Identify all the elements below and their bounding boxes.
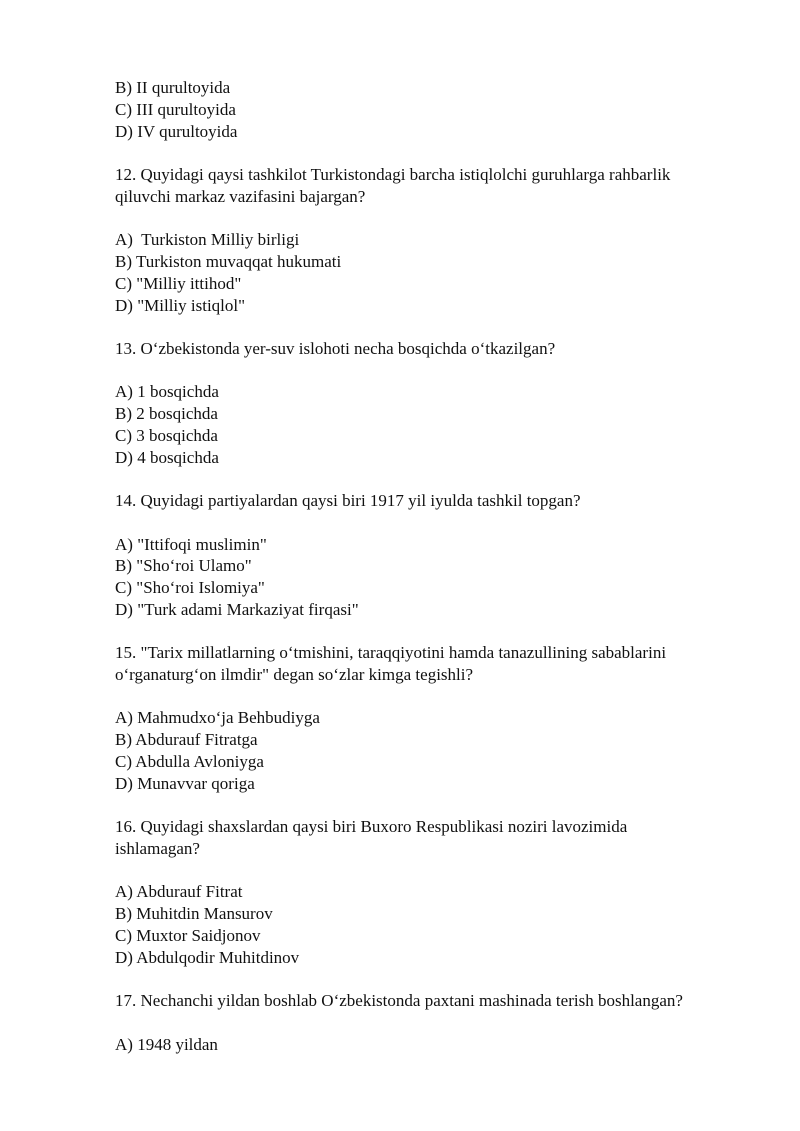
- option-a: A) 1 bosqichda: [115, 382, 219, 402]
- question-15: [115, 642, 745, 794]
- option-c: C) "Milliy ittihod": [115, 273, 242, 293]
- question-17: [115, 990, 745, 1055]
- question-13: [115, 338, 745, 469]
- question-text-line: 15. "Tarix millatlarning o‘tmishini, taraqqiyotini hamda tanazullining sabablarini: [115, 643, 667, 663]
- question-text-line: ishlamagan?: [115, 839, 200, 859]
- option-c: C) 3 bosqichda: [115, 425, 218, 445]
- question-11-options: [115, 77, 745, 142]
- question-text-line: 16. Quyidagi shaxslardan qaysi biri Buxoro Respublikasi noziri lavozimida: [115, 817, 628, 837]
- question-text-line: 12. Quyidagi qaysi tashkilot Turkistondagi barcha istiqlolchi guruhlarga rahbarlik: [115, 164, 671, 184]
- option-a: A) 1948 yildan: [115, 1034, 218, 1054]
- option-d: D) Munavvar qoriga: [115, 773, 255, 793]
- option-a: A) "Ittifoqi muslimin": [115, 534, 267, 554]
- option-d: D) IV qurultoyida: [115, 121, 238, 141]
- document-content: [115, 77, 745, 1055]
- option-c: C) Abdulla Avloniyga: [115, 752, 264, 772]
- option-c: C) Muxtor Saidjonov: [115, 926, 261, 946]
- option-d: D) Abdulqodir Muhitdinov: [115, 947, 300, 967]
- question-text-line: 17. Nechanchi yildan boshlab O‘zbekistonda paxtani mashinada terish boshlangan?: [115, 991, 683, 1011]
- question-text-line: 14. Quyidagi partiyalardan qaysi biri 1917 yil iyulda tashkil topgan?: [115, 491, 581, 511]
- option-c: C) III qurultoyida: [115, 99, 236, 119]
- option-b: B) 2 bosqichda: [115, 404, 218, 424]
- option-a: A) Abdurauf Fitrat: [115, 882, 243, 902]
- option-b: B) II qurultoyida: [115, 78, 231, 97]
- question-12: [115, 164, 745, 316]
- option-d: D) 4 bosqichda: [115, 447, 219, 467]
- option-a: A) Mahmudxo‘ja Behbudiyga: [115, 708, 320, 728]
- question-text-line: 13. O‘zbekistonda yer-suv islohoti necha bosqichda o‘tkazilgan?: [115, 338, 556, 358]
- question-14: [115, 490, 745, 621]
- option-b: B) Turkiston muvaqqat hukumati: [115, 251, 342, 271]
- question-16: [115, 816, 745, 968]
- question-text-line: qiluvchi markaz vazifasini bajargan?: [115, 186, 366, 206]
- option-b: B) Muhitdin Mansurov: [115, 904, 273, 924]
- question-text-line: o‘rganaturg‘on ilmdir" degan so‘zlar kimga tegishli?: [115, 665, 474, 685]
- option-a: A) Turkiston Milliy birligi: [115, 230, 300, 250]
- option-d: D) "Milliy istiqlol": [115, 295, 246, 315]
- option-b: B) "Sho‘roi Ulamo": [115, 556, 252, 576]
- option-d: D) "Turk adami Markaziyat firqasi": [115, 599, 359, 619]
- option-b: B) Abdurauf Fitratga: [115, 730, 258, 750]
- option-c: C) "Sho‘roi Islomiya": [115, 578, 265, 598]
